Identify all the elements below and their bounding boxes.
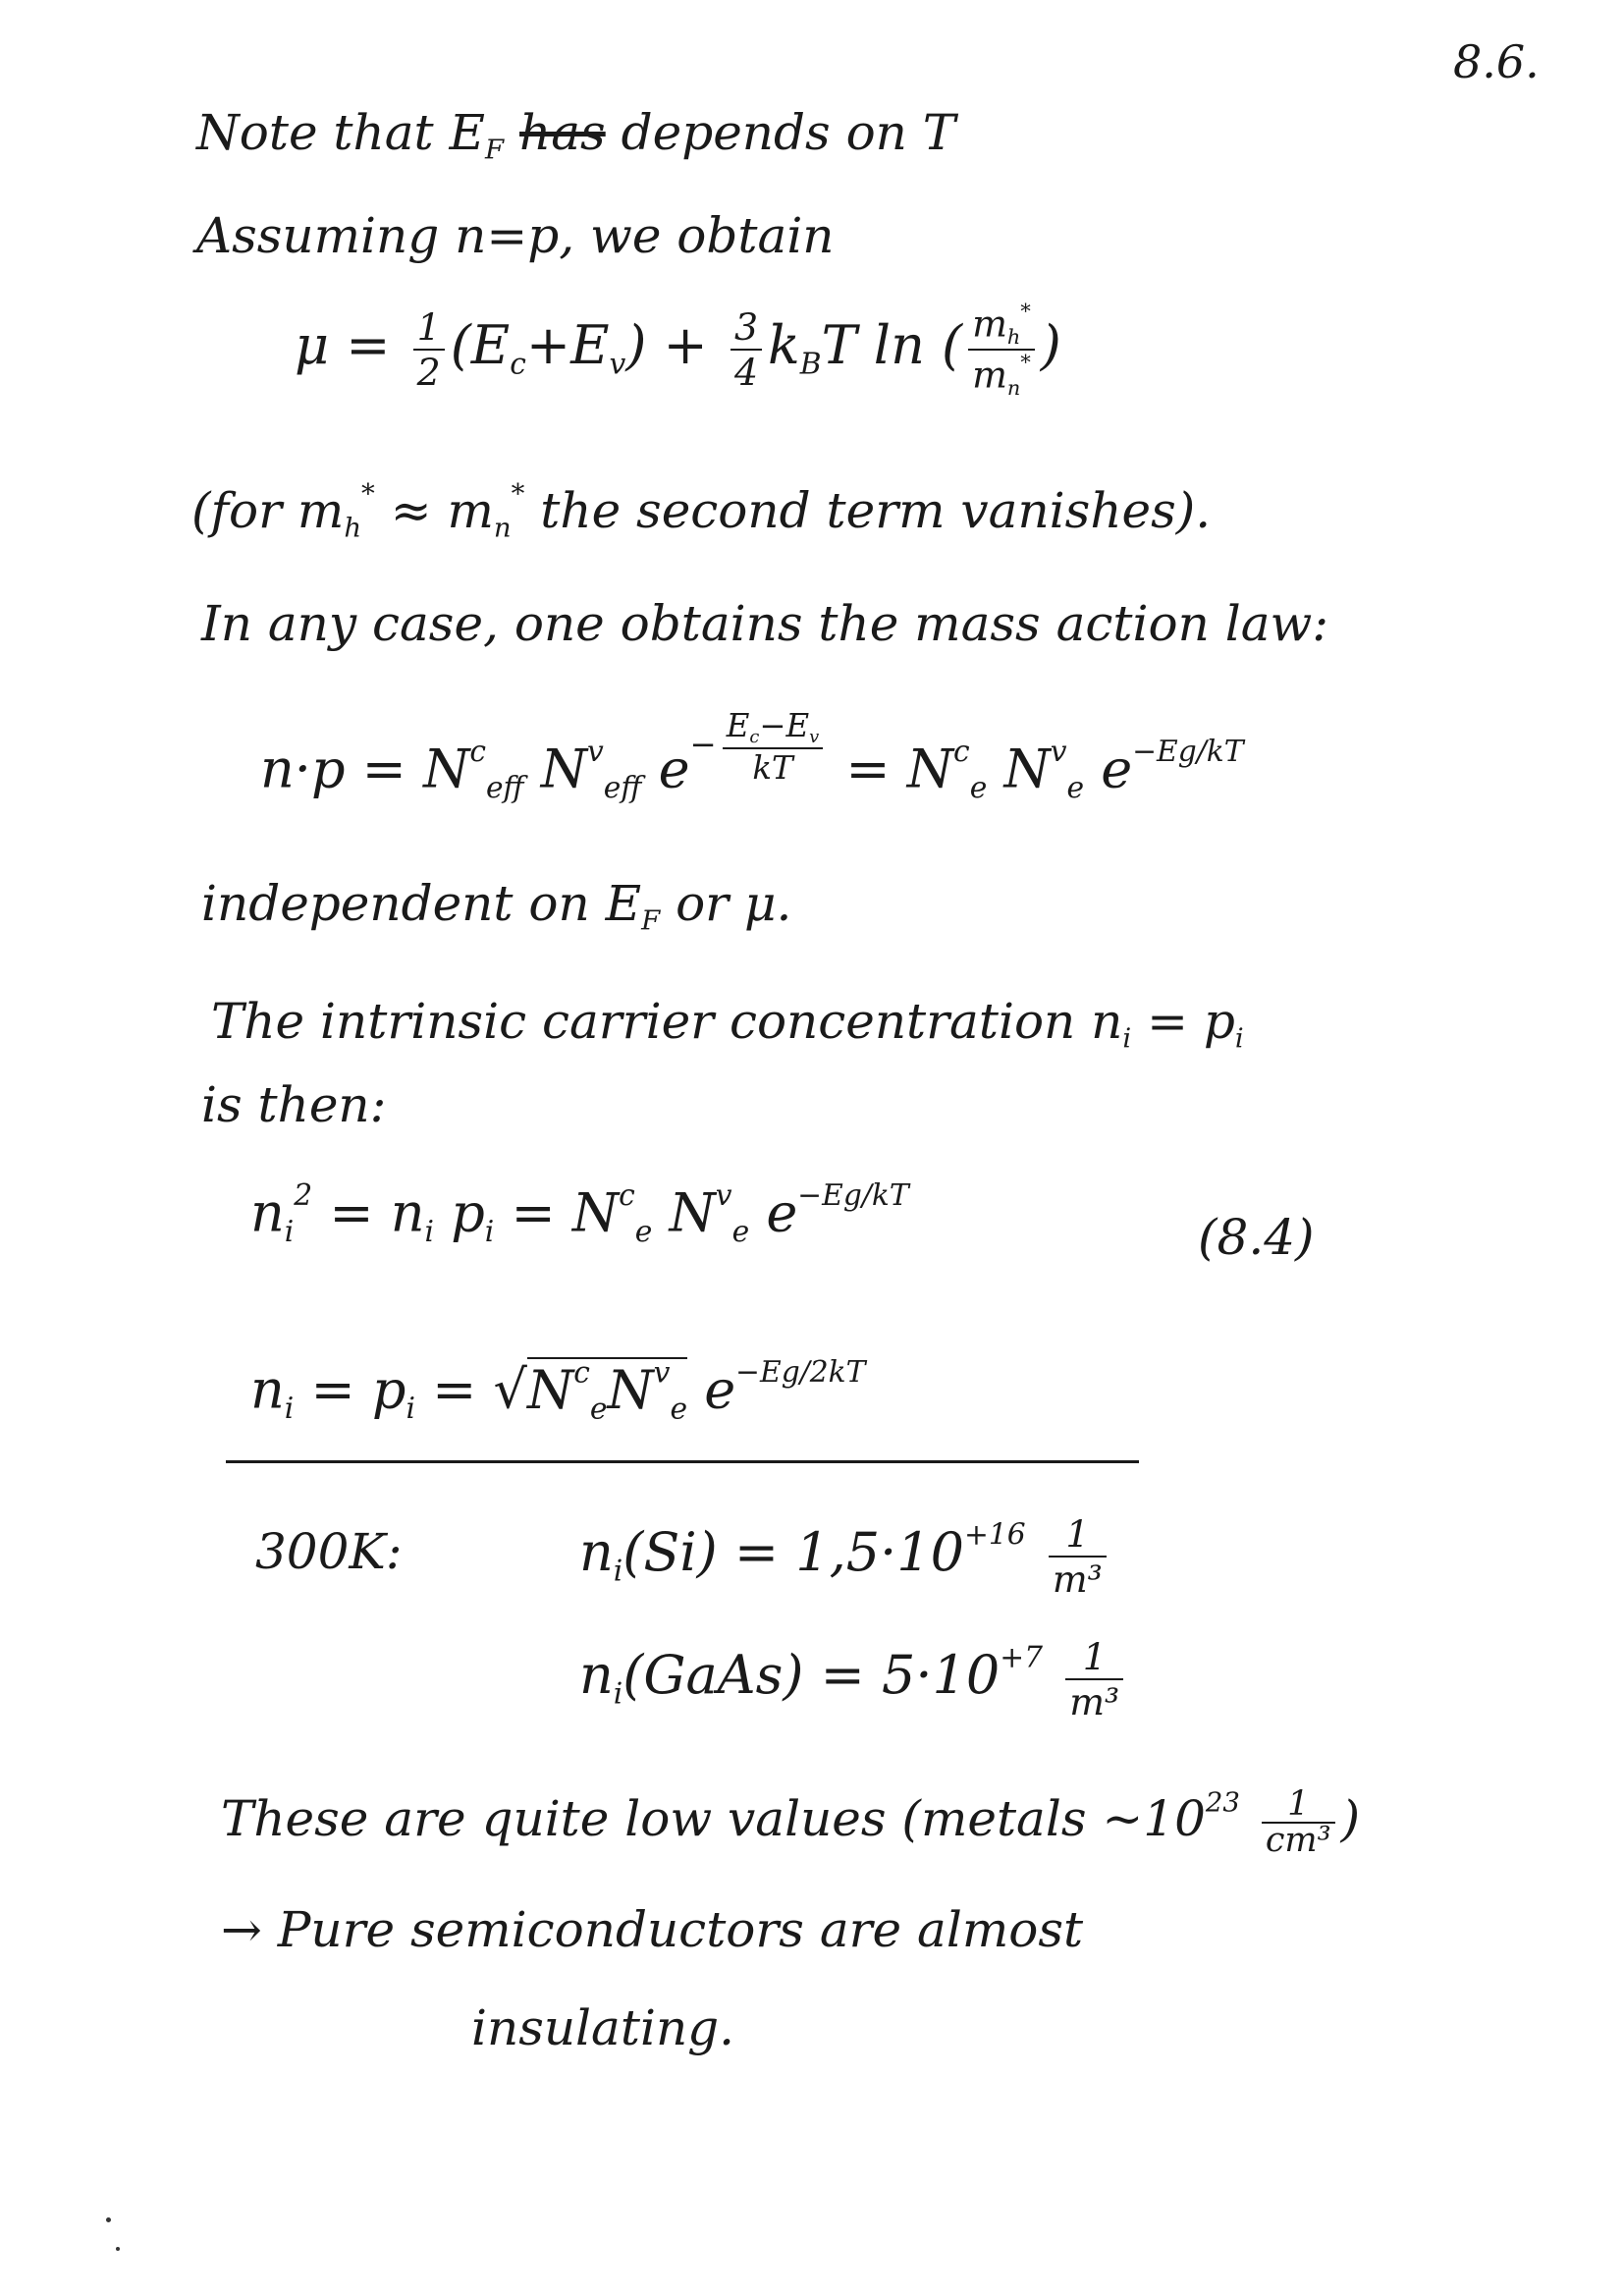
fraction-denominator: cm³ <box>1265 1821 1331 1860</box>
conclusion-line-2: insulating. <box>471 1999 735 2056</box>
subscript: h <box>1006 324 1021 349</box>
eq-text: = N <box>845 738 954 800</box>
second-term-note <box>191 478 1212 544</box>
superscript: −Eg/2kT <box>735 1355 866 1390</box>
unit-fraction <box>1049 1512 1107 1601</box>
eq-text: E <box>726 707 750 744</box>
subscript: v <box>809 727 820 748</box>
low-values-note <box>221 1784 1361 1860</box>
unit-fraction <box>1262 1784 1335 1860</box>
fraction-denominator: m³ <box>1069 1680 1120 1723</box>
fraction-denominator: 2 <box>416 350 441 394</box>
fraction-denominator: kT <box>752 749 793 788</box>
superscript: v <box>653 1355 671 1390</box>
stray-mark <box>116 2247 120 2251</box>
subscript: i <box>1122 1022 1132 1055</box>
eq-text: N <box>540 738 588 800</box>
subscript: i <box>284 1215 295 1250</box>
eq-text: m <box>972 353 1007 397</box>
subscript: e <box>634 1215 653 1250</box>
mass-ratio-fraction <box>968 300 1035 400</box>
eq-text: e <box>704 1358 736 1421</box>
superscript: v <box>715 1178 732 1213</box>
note-text: The intrinsic carrier concentration n <box>211 993 1123 1050</box>
eq-text: = N <box>511 1181 620 1244</box>
eq-text: (E <box>450 313 511 376</box>
struck-word: has <box>519 104 606 161</box>
subscript: i <box>613 1676 623 1712</box>
note-text: depends on T <box>621 104 956 161</box>
subscript: i <box>484 1215 495 1250</box>
superscript: +7 <box>1000 1640 1044 1675</box>
eq-text: n <box>579 1644 614 1706</box>
intrinsic-carrier-line <box>211 993 1244 1055</box>
intrinsic-concentration-equation <box>250 1355 865 1426</box>
subscript: e <box>670 1392 688 1427</box>
unit-fraction <box>1065 1635 1123 1723</box>
note-text: ) <box>1340 1790 1361 1847</box>
note-text: Note that E <box>196 104 486 161</box>
fraction-numerator: 1 <box>1262 1787 1335 1824</box>
fraction-numerator: 3 <box>730 305 762 351</box>
superscript: 2 <box>294 1178 313 1213</box>
note-text: ≈ m <box>390 481 494 539</box>
eq-text: μ = <box>295 313 407 376</box>
half-fraction <box>413 305 445 394</box>
subscript: eff <box>485 770 524 805</box>
superscript: * <box>361 478 375 510</box>
subscript: B <box>799 347 822 382</box>
eq-text: +E <box>525 313 610 376</box>
subscript: F <box>485 134 505 166</box>
superscript: * <box>511 478 525 510</box>
eq-text: n <box>579 1521 614 1583</box>
subscript: e <box>969 770 988 805</box>
note-text: or μ. <box>676 875 792 932</box>
note-text: These are quite low values (metals ~10 <box>221 1790 1206 1847</box>
subscript: n <box>493 512 512 544</box>
eq-text: ) + <box>625 313 725 376</box>
eq-text: −E <box>759 707 810 744</box>
eq-text: n <box>250 1181 285 1244</box>
eq-text: (Si) = 1,5·10 <box>622 1521 965 1583</box>
superscript: c <box>619 1178 635 1213</box>
subscript: h <box>344 512 362 544</box>
subscript: e <box>731 1215 750 1250</box>
eq-text: k <box>768 313 800 376</box>
fraction-numerator <box>968 300 1035 351</box>
gaas-value <box>579 1635 1129 1723</box>
stray-mark <box>106 2217 111 2222</box>
sqrt-symbol: √ <box>493 1358 527 1421</box>
eq-text: n <box>250 1358 285 1421</box>
page-number: 8.6. <box>1453 35 1540 88</box>
subscript: i <box>1234 1022 1244 1055</box>
underline-rule <box>226 1460 1139 1463</box>
eq-text: T ln <box>821 313 925 376</box>
superscript: * <box>1020 350 1031 374</box>
superscript: 23 <box>1205 1786 1240 1819</box>
equation-number: (8.4) <box>1198 1209 1315 1266</box>
fraction-numerator <box>723 707 824 749</box>
superscript: v <box>1050 734 1067 769</box>
mass-action-law-equation: $n\cdot p = N^c_{eff}$ $N^v_{eff}$ $e^{- \frac{E_c-E_v}{kT}}$ = $N^c_e$ $N^v_e$ $e^{-Eg/kT}$ <box>260 707 1244 805</box>
is-then-line: is then: <box>201 1076 387 1133</box>
fraction-denominator: m³ <box>1052 1558 1103 1601</box>
superscript: v <box>587 734 604 769</box>
eq-text: = p <box>310 1358 406 1421</box>
eq-text: N <box>607 1358 654 1421</box>
eq-text: p <box>451 1181 485 1244</box>
subscript: i <box>424 1215 435 1250</box>
subscript: i <box>613 1554 623 1589</box>
eq-text: = n <box>329 1181 425 1244</box>
note-text: = p <box>1147 993 1235 1050</box>
note-text: (for m <box>191 481 345 539</box>
eq-text: e <box>1101 738 1133 800</box>
subscript: i <box>406 1392 415 1427</box>
superscript: c <box>469 734 486 769</box>
intrinsic-concentration-squared-equation <box>250 1178 909 1249</box>
eq-text: N <box>669 1181 716 1244</box>
three-quarters-fraction <box>730 305 762 394</box>
subscript: i <box>284 1392 295 1427</box>
silicon-value <box>579 1512 1112 1601</box>
sqrt-radicand <box>526 1355 688 1427</box>
eq-text: N <box>526 1358 574 1421</box>
superscript: −Eg/kT <box>1132 734 1244 769</box>
mass-action-intro: In any case, one obtains the mass action law: <box>201 595 1329 652</box>
superscript: * <box>1020 300 1031 323</box>
subscript: e <box>589 1392 608 1427</box>
subscript: e <box>1066 770 1085 805</box>
fraction-numerator: 1 <box>413 305 445 351</box>
assuming-line: Assuming n=p, we obtain <box>196 207 835 264</box>
subscript: c <box>749 727 760 748</box>
superscript: c <box>953 734 970 769</box>
eq-text: m <box>972 301 1007 346</box>
eq-text: = <box>432 1358 477 1421</box>
superscript: −Eg/kT <box>797 1178 909 1213</box>
note-text: the second term vanishes). <box>540 481 1212 539</box>
temperature-label: 300K: <box>255 1523 403 1580</box>
eq-text: n·p = N <box>260 738 470 800</box>
subscript: n <box>1006 375 1021 400</box>
note-line-1 <box>196 104 956 166</box>
independence-note <box>201 875 792 937</box>
chemical-potential-equation: μ = $\frac{1}{2}$ $(E_c+E_v)$ + $\frac{3}{4}$ $k_BT$ ln ( $\frac{m_h^*}{m_n^*}$ ) <box>295 300 1061 400</box>
superscript: c <box>573 1355 590 1390</box>
subscript: c <box>510 347 526 382</box>
fraction-numerator: 1 <box>1049 1512 1107 1558</box>
subscript: eff <box>603 770 642 805</box>
subscript: F <box>641 904 661 937</box>
exponent-fraction <box>723 707 824 787</box>
note-text: independent on E <box>201 875 642 932</box>
superscript: +16 <box>964 1517 1026 1553</box>
eq-text: e <box>766 1181 798 1244</box>
fraction-denominator: 4 <box>733 350 759 394</box>
conclusion-line: → Pure semiconductors are almost <box>221 1901 1084 1958</box>
fraction-numerator: 1 <box>1065 1635 1123 1680</box>
eq-text: (GaAs) = 5·10 <box>622 1644 1001 1706</box>
subscript: v <box>609 347 626 382</box>
eq-text: e <box>658 738 690 800</box>
fraction-denominator <box>968 351 1035 400</box>
eq-text: N <box>1003 738 1051 800</box>
